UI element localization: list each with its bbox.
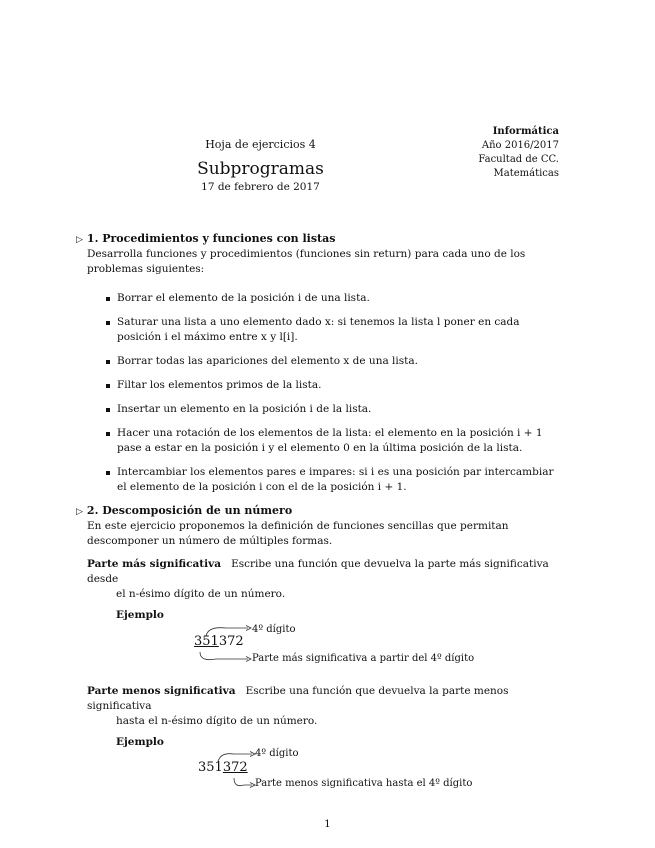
sheet-label: Hoja de ejercicios 4 <box>205 138 316 151</box>
example-2-arrows <box>214 748 259 793</box>
remaining-digits: 372 <box>218 634 244 649</box>
faculty-line-1: Facultad de CC. <box>478 154 559 165</box>
course-name: Informática <box>492 126 559 137</box>
part-most-significant <box>87 557 567 623</box>
page-number: 1 <box>324 818 331 830</box>
example-1-annotation-2: Parte más significativa a partir del 4º dígito <box>252 653 475 664</box>
underlined-digits: 351 <box>194 634 219 649</box>
example-2-annotation-2: Parte menos significativa hasta el 4º dígito <box>255 778 473 789</box>
list-item: Borrar el elemento de la posición i de una lista. <box>103 291 566 306</box>
exercise-list <box>103 291 566 495</box>
part-2-text-b: hasta el n-ésimo dígito de un número. <box>116 715 318 727</box>
example-2-annotation-1: 4º dígito <box>255 748 299 759</box>
underlined-digits: 372 <box>222 760 248 775</box>
title-block <box>188 138 333 193</box>
date: 17 de febrero de 2017 <box>201 181 320 193</box>
list-item: Filtar los elementos primos de la lista. <box>103 378 566 393</box>
section-1-intro: Desarrolla funciones y procedimientos (funciones sin return) para cada uno de los problemas siguientes: <box>87 248 526 275</box>
part-1-text-a: Escribe una función que devuelva la parte más significativa desde <box>87 558 549 585</box>
example-1-arrows <box>196 622 256 667</box>
section-2 <box>76 504 566 549</box>
list-item: Borrar todas las apariciones del elemento x de una lista. <box>103 354 566 369</box>
triangle-marker-icon: ▷ <box>76 235 83 245</box>
section-2-intro: En este ejercicio proponemos la definición de funciones sencillas que permitan descomponer un número de múltiples formas. <box>87 520 509 547</box>
section-1 <box>76 232 566 504</box>
list-item: Hacer una rotación de los elementos de la lista: el elemento en la posición i + 1 pase a estar en la posición i y el elemento 0 en la última posición de la lista. <box>103 426 566 456</box>
page-title: Subprogramas <box>197 159 324 179</box>
part-1-text-b: el n-ésimo dígito de un número. <box>116 588 286 600</box>
triangle-marker-icon: ▷ <box>76 507 83 517</box>
section-1-heading: 1. Procedimientos y funciones con listas <box>86 232 336 245</box>
academic-year: Año 2016/2017 <box>481 140 559 151</box>
section-2-heading: 2. Descomposición de un número <box>86 504 293 517</box>
part-least-significant <box>87 684 567 750</box>
example-label: Ejemplo <box>116 736 164 748</box>
plain-digits: 351 <box>198 760 223 775</box>
faculty-line-2: Matemáticas <box>493 168 559 179</box>
section-2-title <box>76 504 566 517</box>
list-item: Intercambiar los elementos pares e impares: si i es una posición par intercambiar el elemento de la posición i con el de la posición i + 1. <box>103 465 566 495</box>
section-1-title <box>76 232 566 245</box>
example-1-annotation-1: 4º dígito <box>252 624 296 635</box>
example-label: Ejemplo <box>116 609 164 621</box>
list-item: Saturar una lista a uno elemento dado x: si tenemos la lista l poner en cada posición i el máximo entre x y l[i]. <box>103 315 566 345</box>
part-2-title: Parte menos significativa <box>87 685 236 697</box>
header-info <box>478 125 559 181</box>
list-item: Insertar un elemento en la posición i de la lista. <box>103 402 566 417</box>
part-2-text-a: Escribe una función que devuelva la parte menos significativa <box>87 685 509 712</box>
part-1-title: Parte más significativa <box>87 558 222 570</box>
